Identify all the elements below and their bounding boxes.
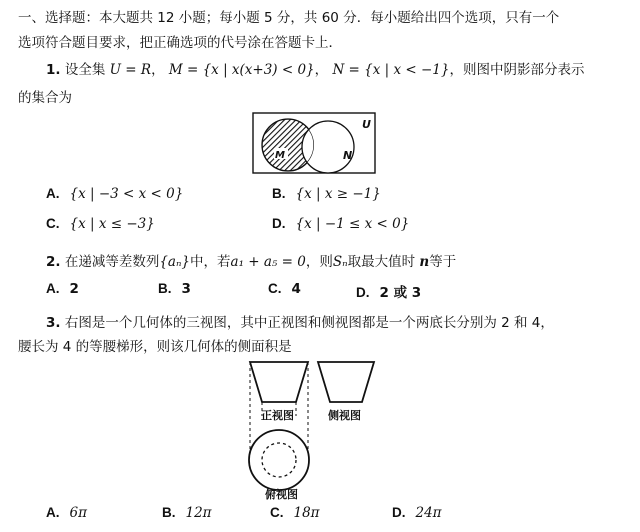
- q1-sep2: ，: [314, 62, 329, 78]
- venn-label-u: U: [362, 118, 371, 131]
- q1-line2: 的集合为: [18, 90, 72, 106]
- venn-label-m: M: [275, 150, 285, 161]
- q1-option-b-label: B.: [272, 186, 286, 201]
- q3-option-c-label: C.: [270, 505, 284, 520]
- front-view-shape: [250, 362, 308, 402]
- q1-option-a-label: A.: [46, 186, 60, 201]
- top-view-outer-circle: [249, 430, 309, 490]
- q1-set-n: N = {x | x < −1}: [332, 62, 450, 78]
- q1-set-m: M = {x | x(x+3) < 0}: [168, 62, 315, 78]
- q2-option-d[interactable]: [356, 281, 421, 301]
- q2-text-b: 中，若: [190, 254, 231, 270]
- q2-option-b-text: 3: [181, 281, 191, 297]
- q1-option-d[interactable]: [272, 216, 409, 232]
- q1-line1: [46, 58, 585, 78]
- q3-option-b[interactable]: [162, 505, 212, 521]
- q1-option-c-text: {x | x ≤ −3}: [69, 216, 155, 232]
- q1-option-c[interactable]: [46, 216, 155, 232]
- q1-number: 1.: [46, 62, 61, 78]
- venn-diagram: [252, 112, 376, 174]
- q1-option-b-text: {x | x ≥ −1}: [295, 186, 381, 202]
- q2-option-a-label: A.: [46, 281, 60, 296]
- q3-option-d-label: D.: [392, 505, 406, 520]
- q1-option-d-label: D.: [272, 216, 286, 231]
- q2-sn: Sₙ: [332, 254, 348, 270]
- q2-text-e: 等于: [429, 254, 457, 270]
- q1-text-a: 设全集: [64, 62, 106, 78]
- q2-option-c-label: C.: [268, 281, 282, 296]
- q2-option-b[interactable]: [158, 281, 191, 297]
- q1-sep1: ，: [151, 62, 165, 78]
- q3-line1: [46, 311, 554, 331]
- q3-number: 3.: [46, 315, 61, 331]
- q1-option-a-text: {x | −3 < x < 0}: [69, 186, 184, 202]
- q2-text-d: 取最大值时: [347, 254, 416, 270]
- q1-option-a[interactable]: [46, 186, 183, 202]
- three-views-diagram: [244, 360, 380, 502]
- q3-option-b-label: B.: [162, 505, 176, 520]
- q3-option-b-text: 12π: [185, 505, 212, 521]
- set-n-circle: [302, 121, 354, 173]
- q1-set-u: U = R: [109, 62, 152, 78]
- q3-option-a-label: A.: [46, 505, 60, 520]
- q3-option-d[interactable]: [392, 505, 442, 521]
- q1-text-b: ，则图中阴影部分表示: [449, 62, 585, 78]
- top-view-label: 俯视图: [265, 488, 298, 501]
- q2-option-a-text: 2: [69, 281, 79, 297]
- q3-option-a-text: 6π: [69, 505, 87, 521]
- q2-option-a[interactable]: [46, 281, 79, 297]
- q3-line2: 腰长为 4 的等腰梯形，则该几何体的侧面积是: [18, 339, 292, 355]
- q3-text-1: 右图是一个几何体的三视图，其中正视图和侧视图都是一个两底长分别为 2 和 4，: [64, 315, 554, 331]
- q1-option-c-label: C.: [46, 216, 60, 231]
- q2-seq: {aₙ}: [159, 254, 191, 270]
- q1-option-b[interactable]: [272, 186, 381, 202]
- q2-line: [46, 250, 456, 270]
- q2-option-d-text: 2 或 3: [379, 285, 422, 301]
- q2-option-b-label: B.: [158, 281, 172, 296]
- q2-option-d-label: D.: [356, 285, 370, 300]
- q2-number: 2.: [46, 254, 61, 270]
- q3-option-a[interactable]: [46, 505, 87, 521]
- q1-option-d-text: {x | −1 ≤ x < 0}: [295, 216, 410, 232]
- q2-text-a: 在递减等差数列: [64, 254, 160, 270]
- q2-text-c: ，则: [305, 254, 333, 270]
- q2-option-c-text: 4: [291, 281, 301, 297]
- section-header-line2: 选项符合题目要求，把正确选项的代号涂在答题卡上．: [18, 35, 342, 51]
- venn-label-n: N: [343, 149, 353, 162]
- side-view-label: 侧视图: [328, 409, 361, 422]
- q3-option-c[interactable]: [270, 505, 320, 521]
- q2-option-c[interactable]: [268, 281, 301, 297]
- q3-option-d-text: 24π: [415, 505, 442, 521]
- side-view-shape: [318, 362, 374, 402]
- q2-cond: a₁ + a₅ = 0: [230, 254, 306, 270]
- front-view-label: 正视图: [261, 409, 294, 422]
- q3-option-c-text: 18π: [293, 505, 320, 521]
- q2-n: n: [419, 254, 430, 270]
- section-header-line1: 一、选择题：本大题共 12 小题；每小题 5 分，共 60 分．每小题给出四个选项，只有一个: [18, 10, 560, 26]
